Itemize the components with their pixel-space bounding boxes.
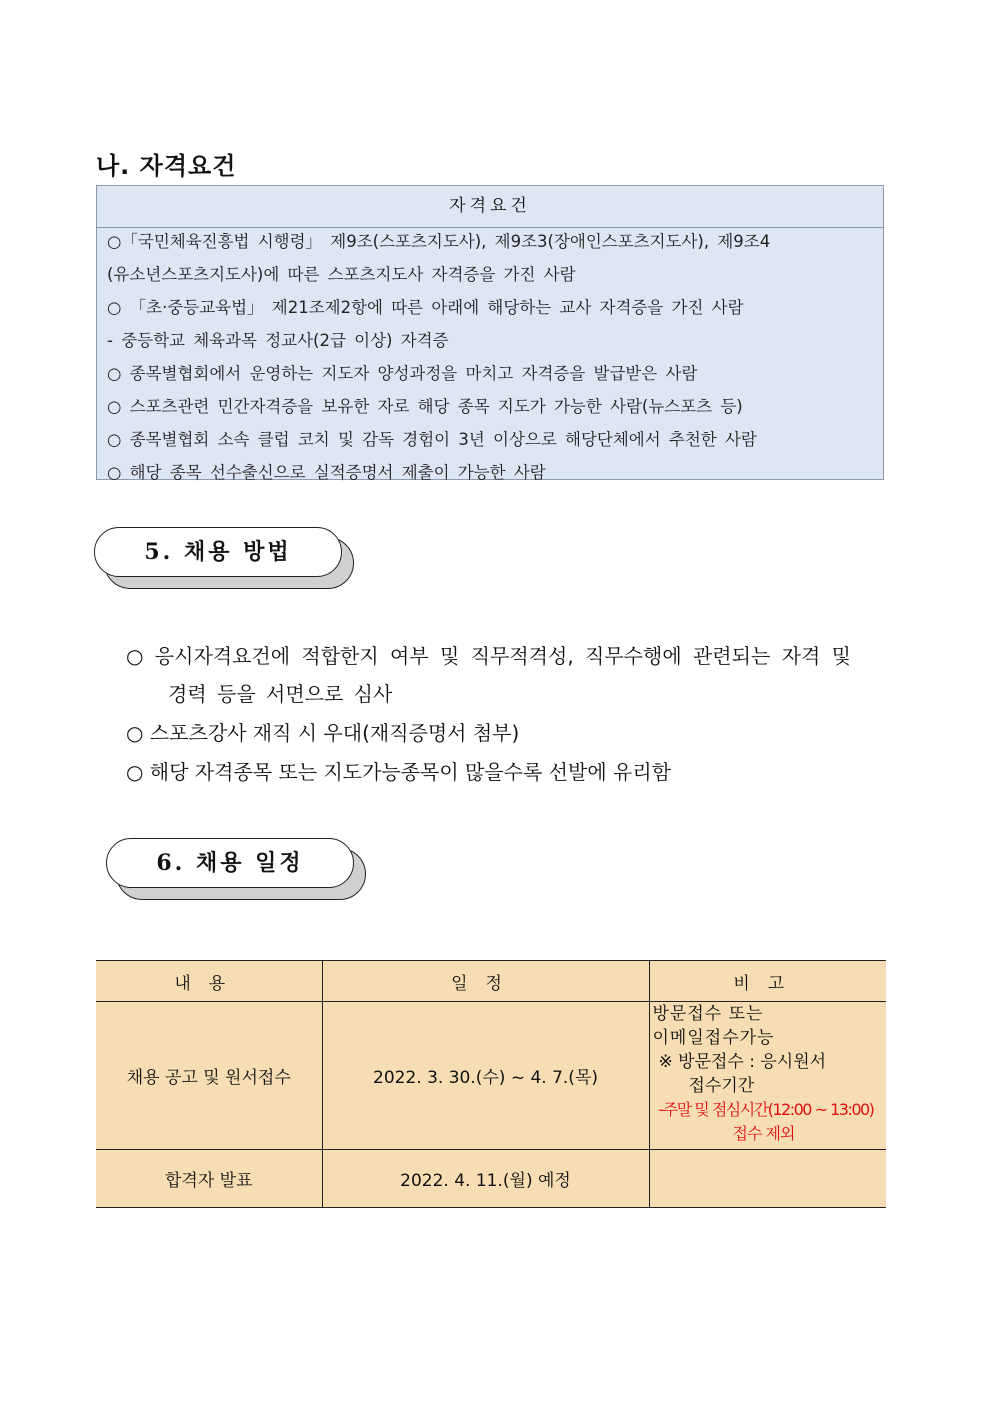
method-item: ○ 해당 자격종목 또는 지도가능종목이 많을수록 선발에 유리함 xyxy=(126,760,671,784)
qualification-line: ○ 종목별협회 소속 클럽 코치 및 감독 경험이 3년 이상으로 해당단체에서 추천한 사람 xyxy=(107,430,757,449)
cell-period: 2022. 4. 11.(월) 예정 xyxy=(322,1150,649,1208)
note-line: 방문접수 또는 xyxy=(652,1004,764,1024)
qualification-line: (유소년스포츠지도사)에 따른 스포츠지도사 자격증을 가진 사람 xyxy=(107,265,576,284)
cell-note xyxy=(649,1150,886,1208)
method-item: ○ 응시자격요건에 적합한지 여부 및 직무적격성, 직무수행에 관련되는 자격 및 xyxy=(126,644,851,668)
table-row xyxy=(96,1002,886,1150)
table-row xyxy=(96,1150,886,1208)
column-header-period: 일정 xyxy=(322,961,649,1002)
qualification-line: ○ 해당 종목 선수출신으로 실적증명서 제출이 가능한 사람 xyxy=(107,463,546,482)
cell-note xyxy=(649,1002,886,1150)
column-header-content: 내용 xyxy=(96,961,322,1002)
cell-content: 채용 공고 및 원서접수 xyxy=(96,1002,322,1150)
note-line: 이메일접수가능 xyxy=(652,1028,775,1048)
qualification-line: ○ 스포츠관련 민간자격증을 보유한 자로 해당 종목 지도가 가능한 사람(뉴스포츠 등) xyxy=(107,397,743,416)
schedule-heading: 6. 채용 일정 xyxy=(106,838,354,888)
cell-period: 2022. 3. 30.(수) ~ 4. 7.(목) xyxy=(322,1002,649,1150)
note-line: ※ 방문접수 : 응시원서 xyxy=(658,1052,827,1072)
qualification-line: ○「국민체육진흥법 시행령」 제9조(스포츠지도사), 제9조3(장애인스포츠지도사), 제9조4 xyxy=(107,232,771,251)
qualification-list xyxy=(97,228,883,492)
method-item-continued: 경력 등을 서면으로 심사 xyxy=(168,682,393,706)
qualification-line: ○ 「초·중등교육법」 제21조제2항에 따른 아래에 해당하는 교사 자격증을 가진 사람 xyxy=(107,298,744,317)
qualification-line: - 중등학교 체육과목 정교사(2급 이상) 자격증 xyxy=(107,331,449,350)
method-heading: 5. 채용 방법 xyxy=(94,527,342,577)
note-warning: 접수 제외 xyxy=(732,1124,795,1143)
note-line: 접수기간 xyxy=(688,1076,755,1096)
note-warning: -주말 및 점심시간(12:00 ~ 13:00) xyxy=(658,1100,874,1119)
cell-content: 합격자 발표 xyxy=(96,1150,322,1208)
schedule-table xyxy=(96,960,886,1208)
qualification-box-title: 자격요건 xyxy=(97,186,883,228)
qualification-line: ○ 종목별협회에서 운영하는 지도자 양성과정을 마치고 자격증을 발급받은 사람 xyxy=(107,364,698,383)
section-heading-qualification: 나. 자격요건 xyxy=(96,152,237,180)
column-header-note: 비고 xyxy=(649,961,886,1002)
method-item: ○ 스포츠강사 재직 시 우대(재직증명서 첨부) xyxy=(126,721,520,745)
table-header-row xyxy=(96,961,886,1002)
qualification-box xyxy=(96,185,884,480)
